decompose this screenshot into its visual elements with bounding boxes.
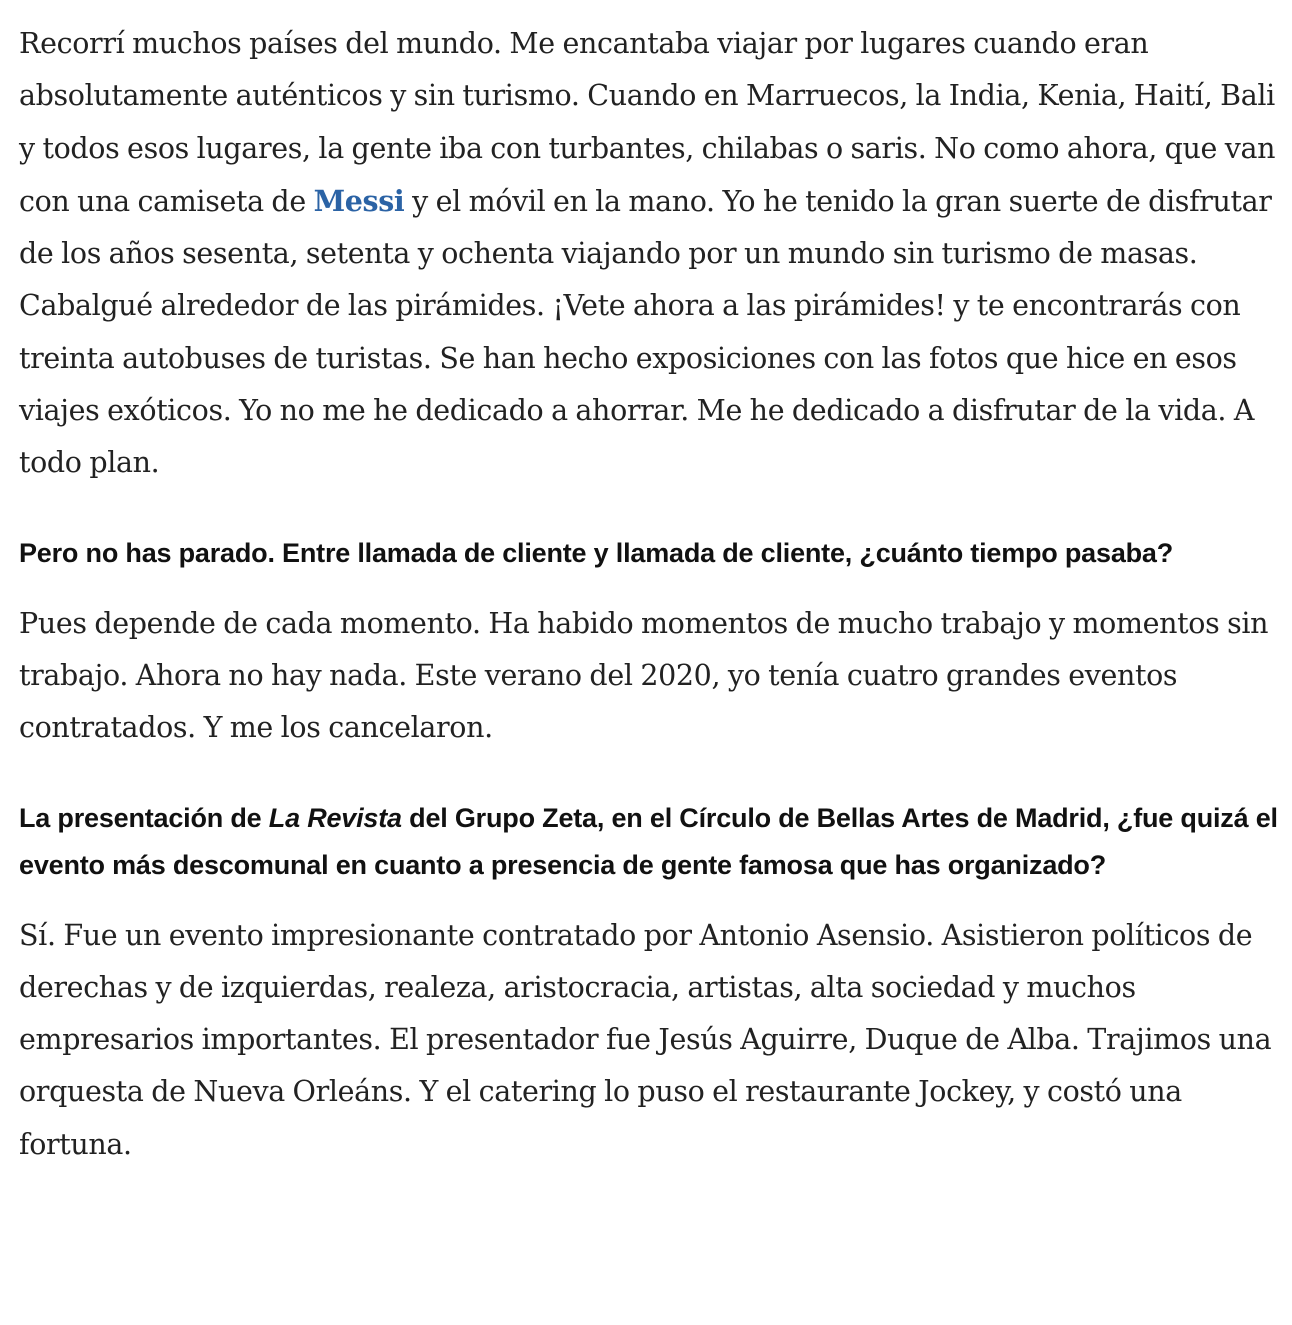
answer-paragraph-travel: [19, 18, 1281, 490]
question-text-after-italic: del Grupo Zeta, en el Círculo de Bellas Artes de Madrid, ¿fue quizá el evento más descomunal en cuanto a presencia de gente famosa que has organizado?: [19, 802, 1278, 880]
publication-title-italic: La Revista: [268, 802, 402, 833]
interview-question-time: Pero no has parado. Entre llamada de cliente y llamada de cliente, ¿cuánto tiempo pasaba?: [19, 537, 1174, 568]
answer-paragraph-event: Sí. Fue un evento impresionante contratado por Antonio Asensio. Asistieron políticos de derechas y de izquierdas, realeza, aristocracia, artistas, alta sociedad y muchos empresarios importantes. El presentador fue Jesús Aguirre, Duque de Alba. Trajimos una orquesta de Nueva Orleáns. Y el catering lo puso el restaurante Jockey, y costó una fortuna.: [19, 918, 1272, 1161]
messi-link[interactable]: Messi: [313, 183, 405, 218]
answer-text-after-link: y el móvil en la mano. Yo he tenido la gran suerte de disfrutar de los años sesenta, setenta y ochenta viajando por un mundo sin turismo de masas. Cabalgué alrededor de las pirámides. ¡Vete ahora a las pirámides! y te encontrarás con treinta autobuses de turistas. Se han hecho exposiciones con las fotos que hice en esos viajes exóticos. Yo no me he dedicado a ahorrar. Me he dedicado a disfrutar de la vida. A todo plan.: [19, 184, 1272, 480]
interview-question-event: [19, 795, 1281, 889]
question-text-before-italic: La presentación de: [19, 802, 269, 833]
answer-text-before-link: Recorrí muchos países del mundo. Me encantaba viajar por lugares cuando eran absolutamente auténticos y sin turismo. Cuando en Marruecos, la India, Kenia, Haití, Bali y todos esos lugares, la gente iba con turbantes, chilabas o saris. No como ahora, que van con una camiseta de: [19, 27, 1276, 218]
answer-paragraph-work: Pues depende de cada momento. Ha habido momentos de mucho trabajo y momentos sin trabajo. Ahora no hay nada. Este verano del 2020, yo tenía cuatro grandes eventos contratados. Y me los cancelaron.: [19, 606, 1269, 745]
